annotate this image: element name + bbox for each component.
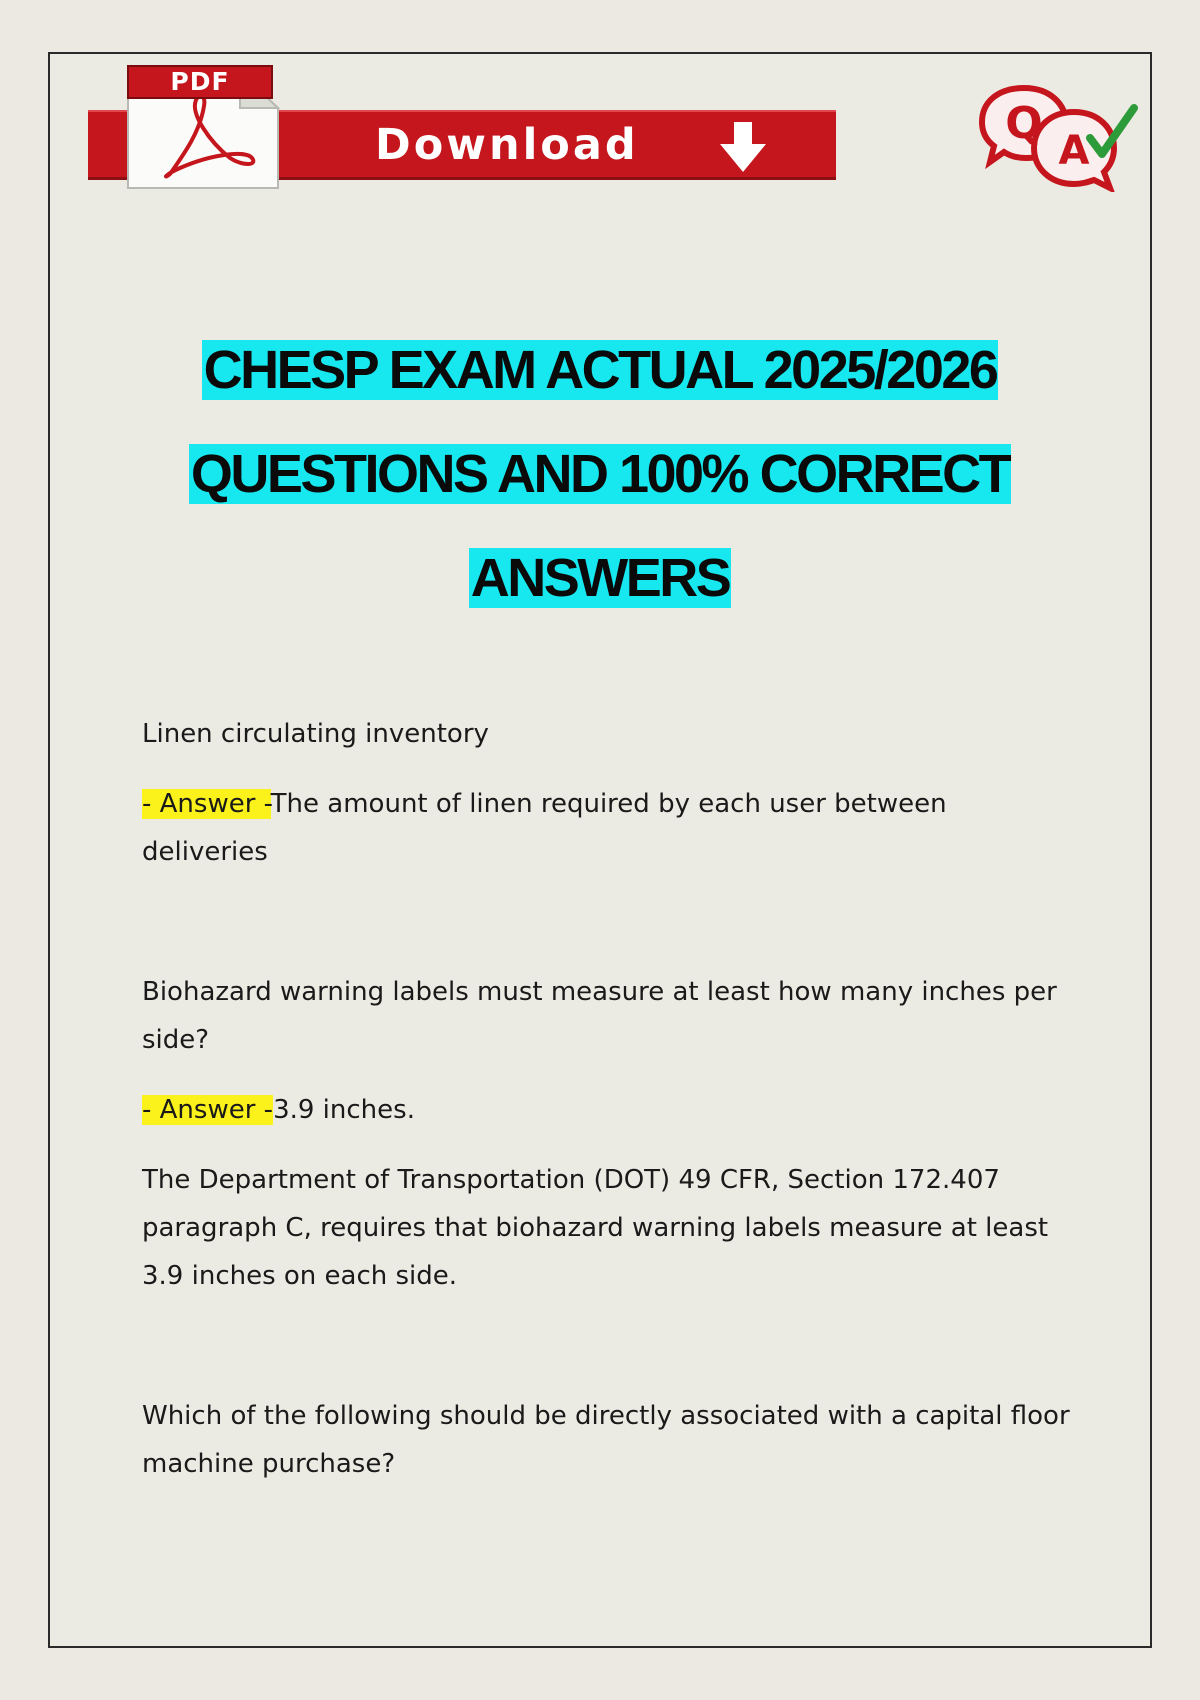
title-line-2: QUESTIONS AND 100% CORRECT (190, 444, 1010, 504)
document-title (100, 318, 1100, 630)
question-text (142, 968, 1082, 1064)
question-text: Linen circulating inventory (142, 719, 489, 749)
download-arrow-icon (716, 120, 770, 174)
pdf-file-icon (122, 62, 284, 190)
explanation-line: paragraph C, requires that biohazard warning labels measure at least (142, 1213, 1049, 1243)
question-line: side? (142, 1025, 210, 1055)
question-text (142, 1392, 1082, 1488)
answer-line: The amount of linen required by each user between (270, 789, 947, 819)
explanation-line: 3.9 inches on each side. (142, 1261, 458, 1291)
answer-text (142, 1086, 1082, 1134)
pdf-download-button[interactable] (88, 62, 836, 192)
answer-value: 3.9 inches. (273, 1095, 415, 1125)
title-line-1: CHESP EXAM ACTUAL 2025/2026 (203, 340, 997, 400)
qa-check-logo-icon (978, 82, 1138, 192)
answer-line: deliveries (142, 837, 268, 867)
logo-q-letter: Q (1005, 98, 1043, 149)
answer-text (142, 780, 1082, 876)
title-line-3: ANSWERS (470, 548, 730, 608)
pdf-tag: PDF (127, 65, 273, 99)
explanation-line: The Department of Transportation (DOT) 49 CFR, Section 172.407 (142, 1165, 1000, 1195)
question-line: machine purchase? (142, 1449, 396, 1479)
download-label: Download (375, 120, 639, 170)
answer-tag: - Answer - (142, 789, 271, 819)
logo-a-letter: A (1058, 128, 1090, 174)
question-line: Biohazard warning labels must measure at least how many inches per (142, 977, 1057, 1007)
answer-tag: - Answer - (142, 1095, 274, 1125)
question-line: Which of the following should be directly associated with a capital floor (142, 1401, 1070, 1431)
explanation-text (142, 1156, 1082, 1300)
